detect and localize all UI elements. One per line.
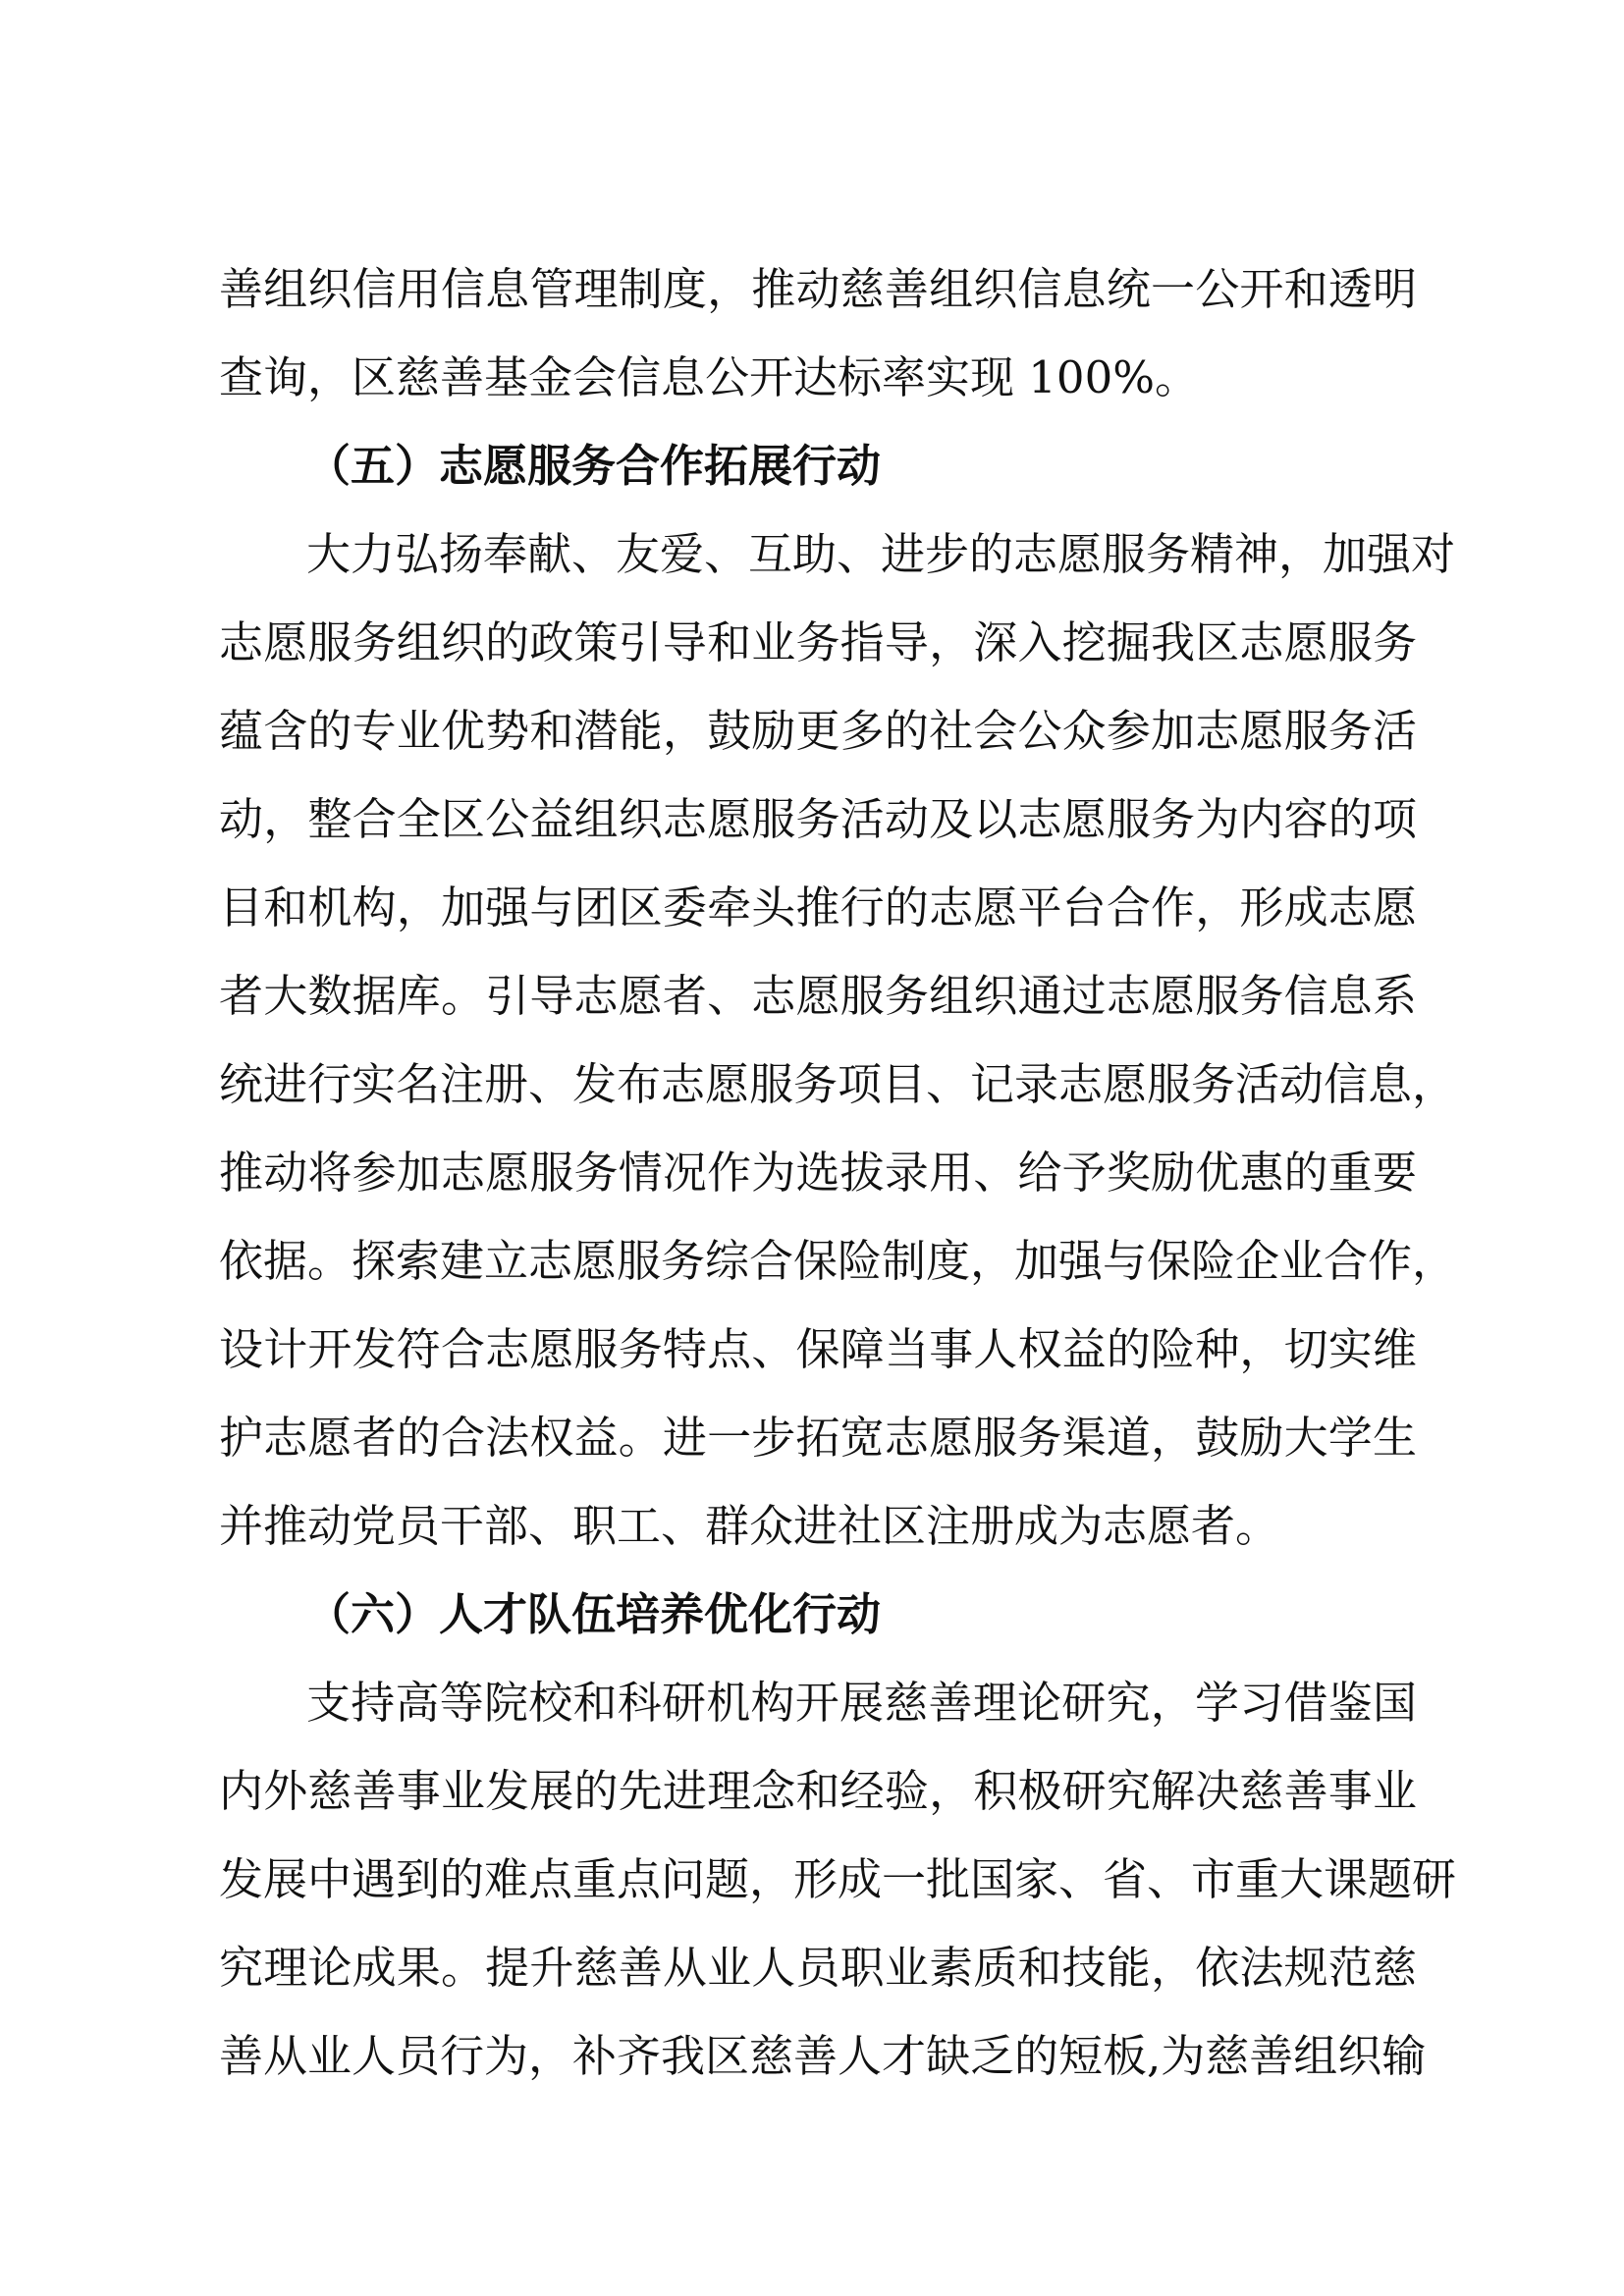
paragraph-2-line-12: 并推动党员干部、职工、群众进社区注册成为志愿者。 bbox=[219, 1500, 1280, 1552]
paragraph-2-line-11: 护志愿者的合法权益。进一步拓宽志愿服务渠道，鼓励大学生 bbox=[219, 1412, 1417, 1464]
paragraph-1-line-2: 查询，区慈善基金会信息公开达标率实现 100%。 bbox=[219, 351, 1199, 403]
paragraph-2-line-7: 统进行实名注册、发布志愿服务项目、记录志愿服务活动信息， bbox=[219, 1058, 1457, 1110]
paragraph-2-line-2: 志愿服务组织的政策引导和业务指导，深入挖掘我区志愿服务 bbox=[219, 616, 1417, 668]
paragraph-2-line-5: 目和机构，加强与团区委牵头推行的志愿平台合作，形成志愿 bbox=[219, 881, 1417, 934]
paragraph-3-line-1: 支持高等院校和科研机构开展慈善理论研究，学习借鉴国 bbox=[306, 1677, 1417, 1729]
paragraph-3-line-5: 善从业人员行为，补齐我区慈善人才缺乏的短板,为慈善组织输 bbox=[219, 2030, 1427, 2082]
paragraph-2-line-10: 设计开发符合志愿服务特点、保障当事人权益的险种，切实维 bbox=[219, 1323, 1417, 1375]
paragraph-3-line-4: 究理论成果。提升慈善从业人员职业素质和技能，依法规范慈 bbox=[219, 1942, 1417, 1994]
paragraph-2-line-1: 大力弘扬奉献、友爱、互助、进步的志愿服务精神，加强对 bbox=[306, 528, 1456, 580]
paragraph-2-line-9: 依据。探索建立志愿服务综合保险制度，加强与保险企业合作， bbox=[219, 1235, 1457, 1287]
paragraph-2-line-4: 动，整合全区公益组织志愿服务活动及以志愿服务为内容的项 bbox=[219, 793, 1417, 845]
paragraph-2-line-8: 推动将参加志愿服务情况作为选拔录用、给予奖励优惠的重要 bbox=[219, 1147, 1417, 1199]
section-heading-5: （五）志愿服务合作拓展行动 bbox=[306, 440, 882, 492]
section-heading-6: （六）人才队伍培养优化行动 bbox=[306, 1588, 882, 1640]
paragraph-2-line-3: 蕴含的专业优势和潜能，鼓励更多的社会公众参加志愿服务活 bbox=[219, 705, 1417, 757]
paragraph-2-line-6: 者大数据库。引导志愿者、志愿服务组织通过志愿服务信息系 bbox=[219, 970, 1417, 1022]
paragraph-3-line-2: 内外慈善事业发展的先进理念和经验，积极研究解决慈善事业 bbox=[219, 1765, 1417, 1817]
paragraph-3-line-3: 发展中遇到的难点重点问题，形成一批国家、省、市重大课题研 bbox=[219, 1853, 1457, 1905]
paragraph-1-line-1: 善组织信用信息管理制度，推动慈善组织信息统一公开和透明 bbox=[219, 263, 1417, 315]
